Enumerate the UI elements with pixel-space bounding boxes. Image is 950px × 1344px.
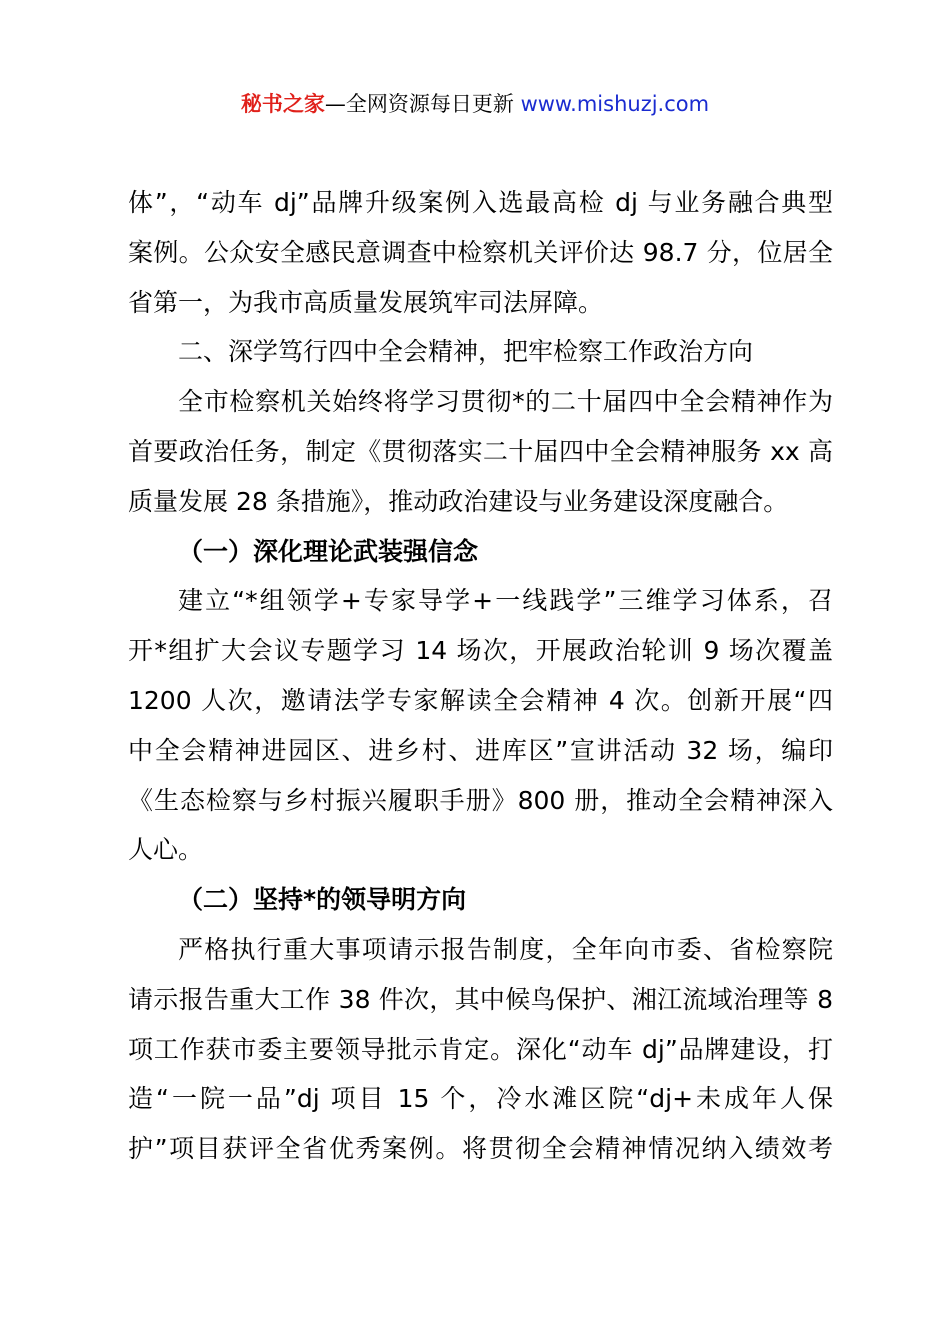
subsection-heading: （二）坚持*的领导明方向	[178, 885, 467, 915]
section-heading: 二、深学笃行四中全会精神，把牢检察工作政治方向	[178, 337, 754, 367]
text-line: 案例。公众安全感民意调查中检察机关评价达 98.7 分，位居全	[128, 237, 833, 267]
text-line: 严格执行重大事项请示报告制度，全年向市委、省检察院	[178, 934, 833, 964]
text-line: 中全会精神进园区、进乡村、进库区”宣讲活动 32 场，编印	[128, 735, 833, 765]
text-line: 省第一，为我市高质量发展筑牢司法屏障。	[128, 287, 604, 317]
text-line: 请示报告重大工作 38 件次，其中候鸟保护、湘江流域治理等 8	[128, 984, 833, 1014]
page-header	[0, 88, 950, 120]
text-line: 《生态检察与乡村振兴履职手册》800 册，推动全会精神深入	[128, 785, 833, 815]
document-body	[128, 178, 833, 1174]
text-line: 体”，“动车 dj”品牌升级案例入选最高检 dj 与业务融合典型	[128, 188, 833, 217]
header-tagline: —全网资源每日更新	[324, 92, 521, 116]
text-line: 项工作获市委主要领导批示肯定。深化“动车 dj”品牌建设，打	[128, 1034, 833, 1064]
text-line: 1200 人次，邀请法学专家解读全会精神 4 次。创新开展“四	[128, 685, 833, 715]
website-link[interactable]: www.mishuzj.com	[520, 92, 710, 116]
text-line: 首要政治任务，制定《贯彻落实二十届四中全会精神服务 xx 高	[128, 436, 833, 466]
subsection-heading: （一）深化理论武装强信念	[178, 536, 479, 566]
text-line: 人心。	[128, 835, 204, 865]
text-line: 开*组扩大会议专题学习 14 场次，开展政治轮训 9 场次覆盖	[128, 636, 833, 666]
text-line: 护”项目获评全省优秀案例。将贯彻全会精神情况纳入绩效考	[128, 1134, 833, 1164]
brand-name: 秘书之家	[240, 92, 325, 116]
text-line: 造“一院一品”dj 项目 15 个，冷水滩区院“dj+未成年人保	[128, 1084, 833, 1114]
text-line: 质量发展 28 条措施》，推动政治建设与业务建设深度融合。	[128, 486, 789, 516]
text-line: 建立“*组领学+专家导学+一线践学”三维学习体系，召	[178, 586, 833, 616]
text-line: 全市检察机关始终将学习贯彻*的二十届四中全会精神作为	[178, 387, 833, 417]
